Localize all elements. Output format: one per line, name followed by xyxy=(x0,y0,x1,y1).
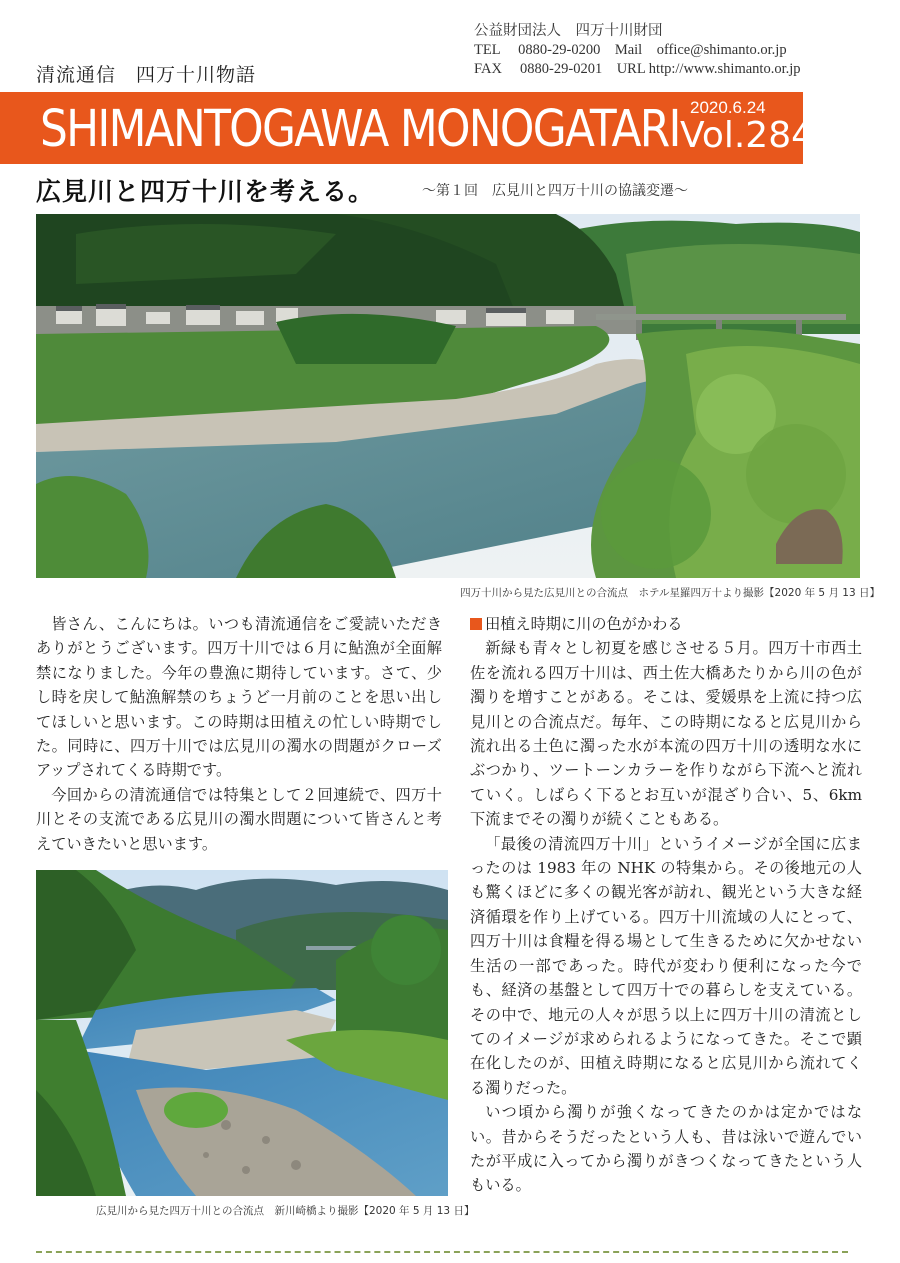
issue-volume: Vol.284 xyxy=(680,115,815,156)
paragraph-history: いつ頃から濁りが強くなってきたのかは定かではない。昔からそうだったという人も、昔は泳いで遊んでいたが平成に入ってから濁りがきつくなってきたという人もいる。 xyxy=(470,1103,862,1195)
organization-name: 公益財団法人 四万十川財団 xyxy=(474,23,663,39)
organization-contact xyxy=(474,22,801,79)
feature-paragraph: 今回からの清流通信では特集として２回連続で、四万十川とその支流である広見川の濁水問題について皆さんと考えていきたいと思います。 xyxy=(36,785,442,853)
issue-date: 2020.6.24 xyxy=(690,98,766,117)
banner-title: SHIMANTOGAWA MONOGATARI xyxy=(40,100,680,159)
top-photo-caption: 四万十川から見た広見川との合流点 ホテル星羅四万十より撮影【2020 年 5 月 13 日】 xyxy=(460,587,880,599)
left-column xyxy=(36,612,442,856)
paragraph-may: 新緑も青々とし初夏を感じさせる５月。四万十市西土佐を流れる四万十川は、西土佐大橋あたりから川の色が濁りを増すことがある。そこは、愛媛県を上流に持つ広見川との合流点だ。毎年、この時期になると広見川から流れ出る土色に濁った水が本流の四万十川の透明な水にぶつかり、ツートーンカラーを作りながら下流へと流れていく。しばらく下るとお互いが混ざり合い、5、6km 下流までその濁りが続くこともある。 xyxy=(470,639,862,829)
river-confluence-photo-bottom xyxy=(36,870,448,1196)
article-subheadline: 〜第１回 広見川と四万十川の協議変遷〜 xyxy=(422,183,688,199)
intro-paragraph: 皆さん、こんにちは。いつも清流通信をご愛読いただきありがとうございます。四万十川では６月に鮎漁が全面解禁になりました。今年の豊漁に期待しています。さて、少し時を戻して鮎漁解禁のちょうど一月前のことを思い出してほしいと思います。この時期は田植えの忙しい時期でした。同時に、四万十川では広見川の濁水の問題がクローズアップされてくる時期です。 xyxy=(36,615,442,780)
paragraph-image: 「最後の清流四万十川」というイメージが全国に広まったのは 1983 年の NHK の特集から。その後地元の人も驚くほどに多くの観光客が訪れ、観光という大きな経済循環を作り上げている。四万十川流域の人にとって、四万十川は食糧を得る場として生きるために欠かせない生活の一部であった。時代が変わり便利になった今でも、経済の基盤として四万十での暮らしを支えている。その中で、地元の人々が思う以上に四万十川の清流としてのイメージが求められるようになってきた。そこで顕在化したのが、田植え時期になると広見川から流れてくる濁りだった。 xyxy=(470,834,863,1097)
title-banner xyxy=(0,92,815,164)
section-heading xyxy=(470,612,862,636)
bottom-photo-caption: 広見川から見た四万十川との合流点 新川崎橋より撮影【2020 年 5 月 13 日】 xyxy=(96,1205,475,1217)
dashed-divider xyxy=(36,1251,848,1253)
river-confluence-photo-top xyxy=(36,214,860,578)
right-column xyxy=(470,612,862,1198)
tel-mail-line: TEL 0880-29-0200 Mail office@shimanto.or.jp xyxy=(474,42,787,58)
section-marker-icon xyxy=(470,618,482,630)
fax-url-line: FAX 0880-29-0201 URL http://www.shimanto.or.jp xyxy=(474,61,801,77)
section-heading-text: 田植え時期に川の色がかわる xyxy=(485,615,683,633)
series-title: 清流通信 四万十川物語 xyxy=(36,64,257,86)
article-headline: 広見川と四万十川を考える。 xyxy=(36,177,375,206)
